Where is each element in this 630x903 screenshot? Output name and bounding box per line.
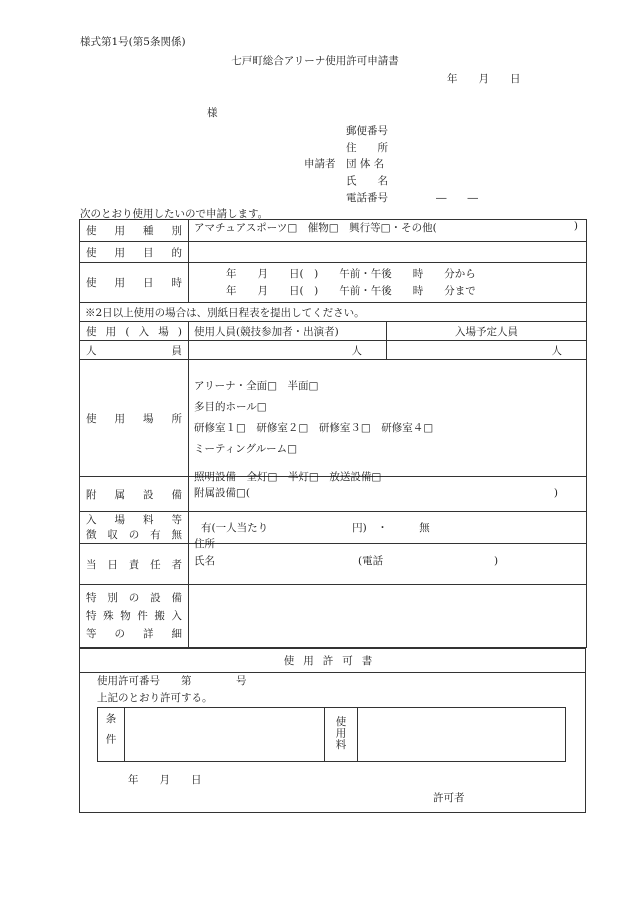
usage-fee-field[interactable] [358, 708, 566, 762]
expected-unit: 人 [551, 344, 563, 357]
purpose-field[interactable] [189, 242, 587, 263]
special-label-2: 特殊物件搬入 [86, 610, 182, 622]
fee-label: 使用料 [334, 715, 347, 751]
participants-unit: 人 [351, 344, 362, 357]
usage-type-options[interactable]: アマチュアスポーツ□ 催物□ 興行等□・その他( [194, 222, 437, 234]
fee-label-2: 徴収の有無 [86, 528, 182, 541]
permit-number-label: 使用許可番号 [97, 675, 160, 687]
location-training-room-options[interactable]: 研修室１□ 研修室２□ 研修室３□ 研修室４□ [194, 422, 434, 434]
expected-attendance-header: 入場予定人員 [387, 322, 587, 341]
permit-title: 使用許可書 [283, 655, 382, 667]
special-label-1: 特別の設備 [86, 592, 182, 604]
equipment-row [80, 477, 587, 512]
location-meeting-room-option[interactable]: ミーティングルーム□ [194, 443, 298, 455]
addressee-suffix: 様 [207, 107, 218, 119]
other-equipment-option[interactable]: 附属設備□( [194, 487, 251, 499]
approver-label: 許可者 [433, 792, 465, 804]
name-label: 氏 名 [346, 175, 388, 187]
responsible-label: 当日責任者 [86, 558, 182, 571]
postal-code-label: 郵便番号 [346, 125, 388, 137]
intro-text: 次のとおり使用したいので申請します。 [80, 208, 269, 220]
fee-label-1: 入場料等 [86, 513, 182, 526]
organization-label: 団 体 名 [346, 158, 385, 170]
location-row [80, 360, 587, 477]
special-row [80, 585, 587, 648]
location-label: 使用場所 [86, 412, 182, 425]
usage-type-row [80, 220, 587, 242]
datetime-label: 使用日時 [86, 277, 182, 289]
other-equipment-close: ) [553, 487, 559, 499]
attendance-header-row [80, 322, 587, 341]
usage-type-label: 使用種別 [86, 225, 182, 237]
form-title: 七戸町総合アリーナ使用許可申請書 [231, 55, 399, 67]
applicant-label: 申請者 [304, 158, 336, 170]
conditions-field[interactable] [125, 708, 325, 762]
location-arena-options[interactable]: アリーナ・全面□ 半面□ [194, 380, 319, 392]
responsible-row [80, 544, 587, 585]
participants-count[interactable] [189, 341, 387, 360]
multi-day-note: ※2日以上使用の場合は、別紙日程表を提出してください。 [80, 303, 587, 322]
equipment-label: 附属設備 [86, 488, 182, 501]
datetime-row [80, 263, 587, 303]
permit-number-suffix: 号 [236, 675, 247, 687]
attendance-label-2: 人員 [86, 344, 182, 357]
address-label: 住 所 [346, 142, 388, 154]
purpose-row [80, 242, 587, 263]
conditions-table [97, 707, 566, 762]
permit-statement: 上記のとおり許可する。 [97, 692, 213, 704]
attendance-values-row [80, 341, 587, 360]
location-hall-option[interactable]: 多目的ホール□ [194, 401, 267, 413]
participants-header: 使用人員(競技参加者・出演者) [189, 322, 387, 341]
phone-label: 電話番号 [346, 192, 388, 204]
phone-dashes: ― ― [436, 192, 478, 204]
expected-attendance-count[interactable] [387, 341, 587, 360]
application-date: 年 月 日 [447, 73, 521, 85]
responsible-phone-close: ) [494, 554, 499, 567]
usage-type-close: ) [573, 220, 579, 232]
note-row [80, 303, 587, 322]
form-number: 様式第1号(第5条関係) [80, 36, 186, 48]
datetime-to[interactable]: 年 月 日( ) 午前・午後 時 分まで [226, 284, 476, 297]
responsible-address[interactable]: 住所 [194, 537, 215, 550]
conditions-label: 条件 [104, 712, 117, 754]
special-label-3: 等の詳細 [86, 628, 182, 640]
responsible-name[interactable]: 氏名 [194, 554, 215, 567]
permit-number-prefix: 第 [181, 675, 192, 687]
purpose-label: 使用目的 [86, 246, 182, 259]
attendance-label-1: 使用(入場) [86, 325, 182, 338]
lighting-options[interactable]: 照明設備 全灯□ 半灯□ 放送設備□ [194, 471, 382, 483]
responsible-phone[interactable]: (電話 [358, 554, 384, 567]
application-table [79, 219, 587, 648]
permit-date: 年 月 日 [128, 774, 202, 786]
fee-collection-options[interactable]: 有(一人当たり 円) ・ 無 [189, 512, 587, 544]
special-details-field[interactable] [189, 585, 587, 648]
datetime-from[interactable]: 年 月 日( ) 午前・午後 時 分から [226, 267, 476, 280]
